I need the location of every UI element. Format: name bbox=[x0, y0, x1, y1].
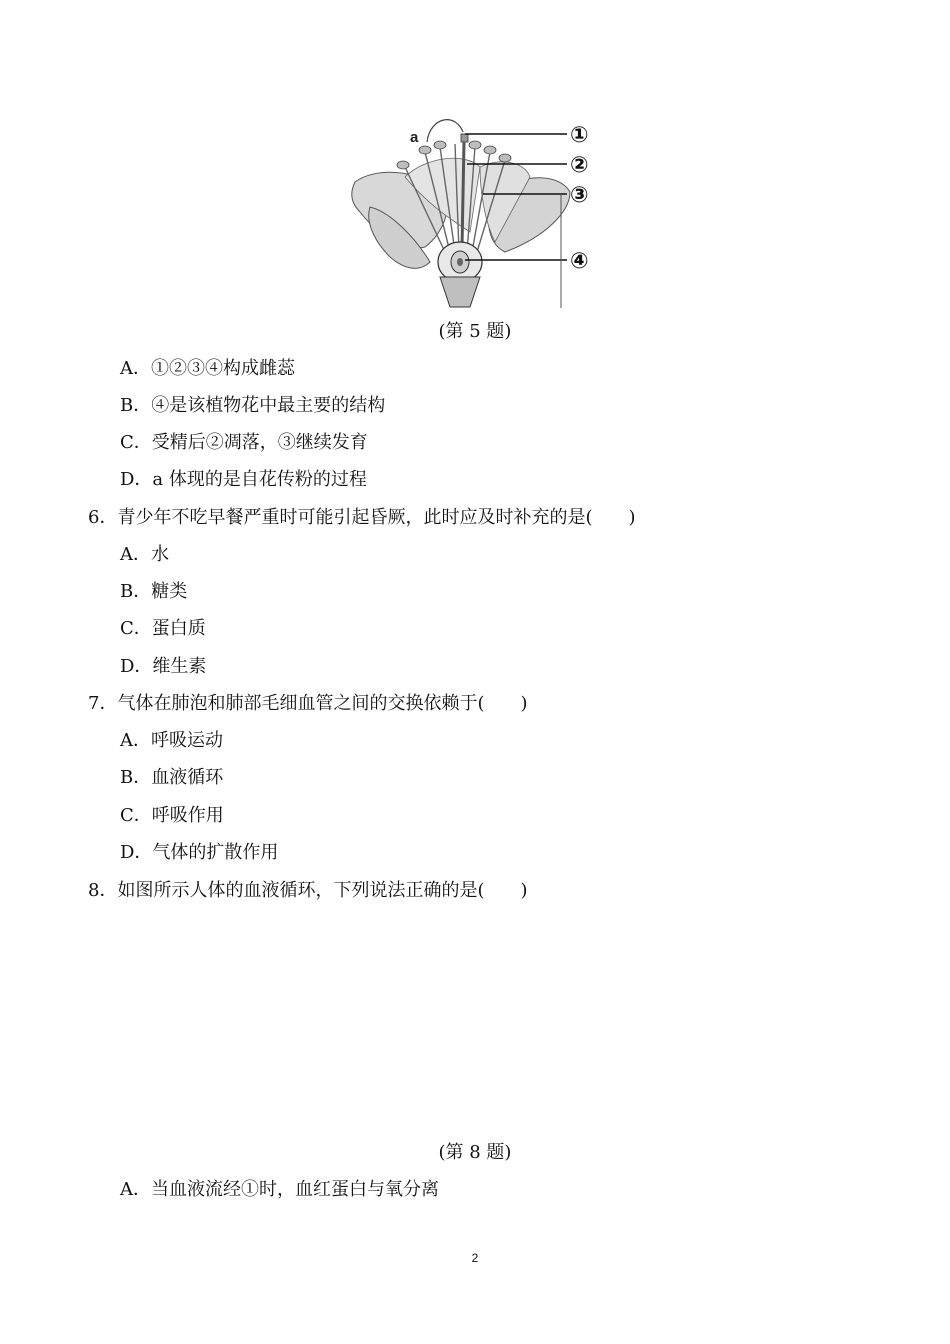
figure8-placeholder bbox=[300, 910, 650, 1130]
q6-option-d: D．维生素 bbox=[120, 656, 207, 677]
q5-option-d: D．a 体现的是自花传粉的过程 bbox=[120, 469, 367, 490]
label-a: a bbox=[410, 129, 419, 146]
q6-option-c: C．蛋白质 bbox=[120, 618, 206, 639]
q5-option-a: A．①②③④构成雌蕊 bbox=[120, 358, 295, 379]
q7-option-a: A．呼吸运动 bbox=[120, 730, 223, 751]
q6-stem: 6．青少年不吃早餐严重时可能引起昏厥，此时应及时补充的是( ) bbox=[88, 507, 636, 528]
q8-stem: 8．如图所示人体的血液循环，下列说法正确的是( ) bbox=[88, 880, 528, 901]
q5-option-c: C．受精后②凋落，③继续发育 bbox=[120, 432, 368, 453]
marker-1: ① bbox=[570, 123, 589, 148]
q7-option-c: C．呼吸作用 bbox=[120, 805, 224, 826]
q7-option-b: B．血液循环 bbox=[120, 767, 224, 788]
marker-2: ② bbox=[570, 153, 589, 178]
q6-option-a: A．水 bbox=[120, 544, 169, 565]
page-number: 2 bbox=[471, 1251, 479, 1265]
q5-option-b: B．④是该植物花中最主要的结构 bbox=[120, 395, 386, 416]
q6-option-b: B．糖类 bbox=[120, 581, 188, 602]
q8-option-a: A．当血液流经①时，血红蛋白与氧分离 bbox=[120, 1179, 439, 1200]
figure5-caption: (第 5 题) bbox=[438, 321, 512, 342]
marker-3: ③ bbox=[570, 183, 589, 208]
q7-option-d: D．气体的扩散作用 bbox=[120, 842, 279, 863]
figure8-caption: (第 8 题) bbox=[438, 1142, 512, 1163]
marker-4: ④ bbox=[570, 249, 589, 274]
q7-stem: 7．气体在肺泡和肺部毛细血管之间的交换依赖于( ) bbox=[88, 693, 528, 714]
flower-diagram bbox=[345, 112, 610, 312]
